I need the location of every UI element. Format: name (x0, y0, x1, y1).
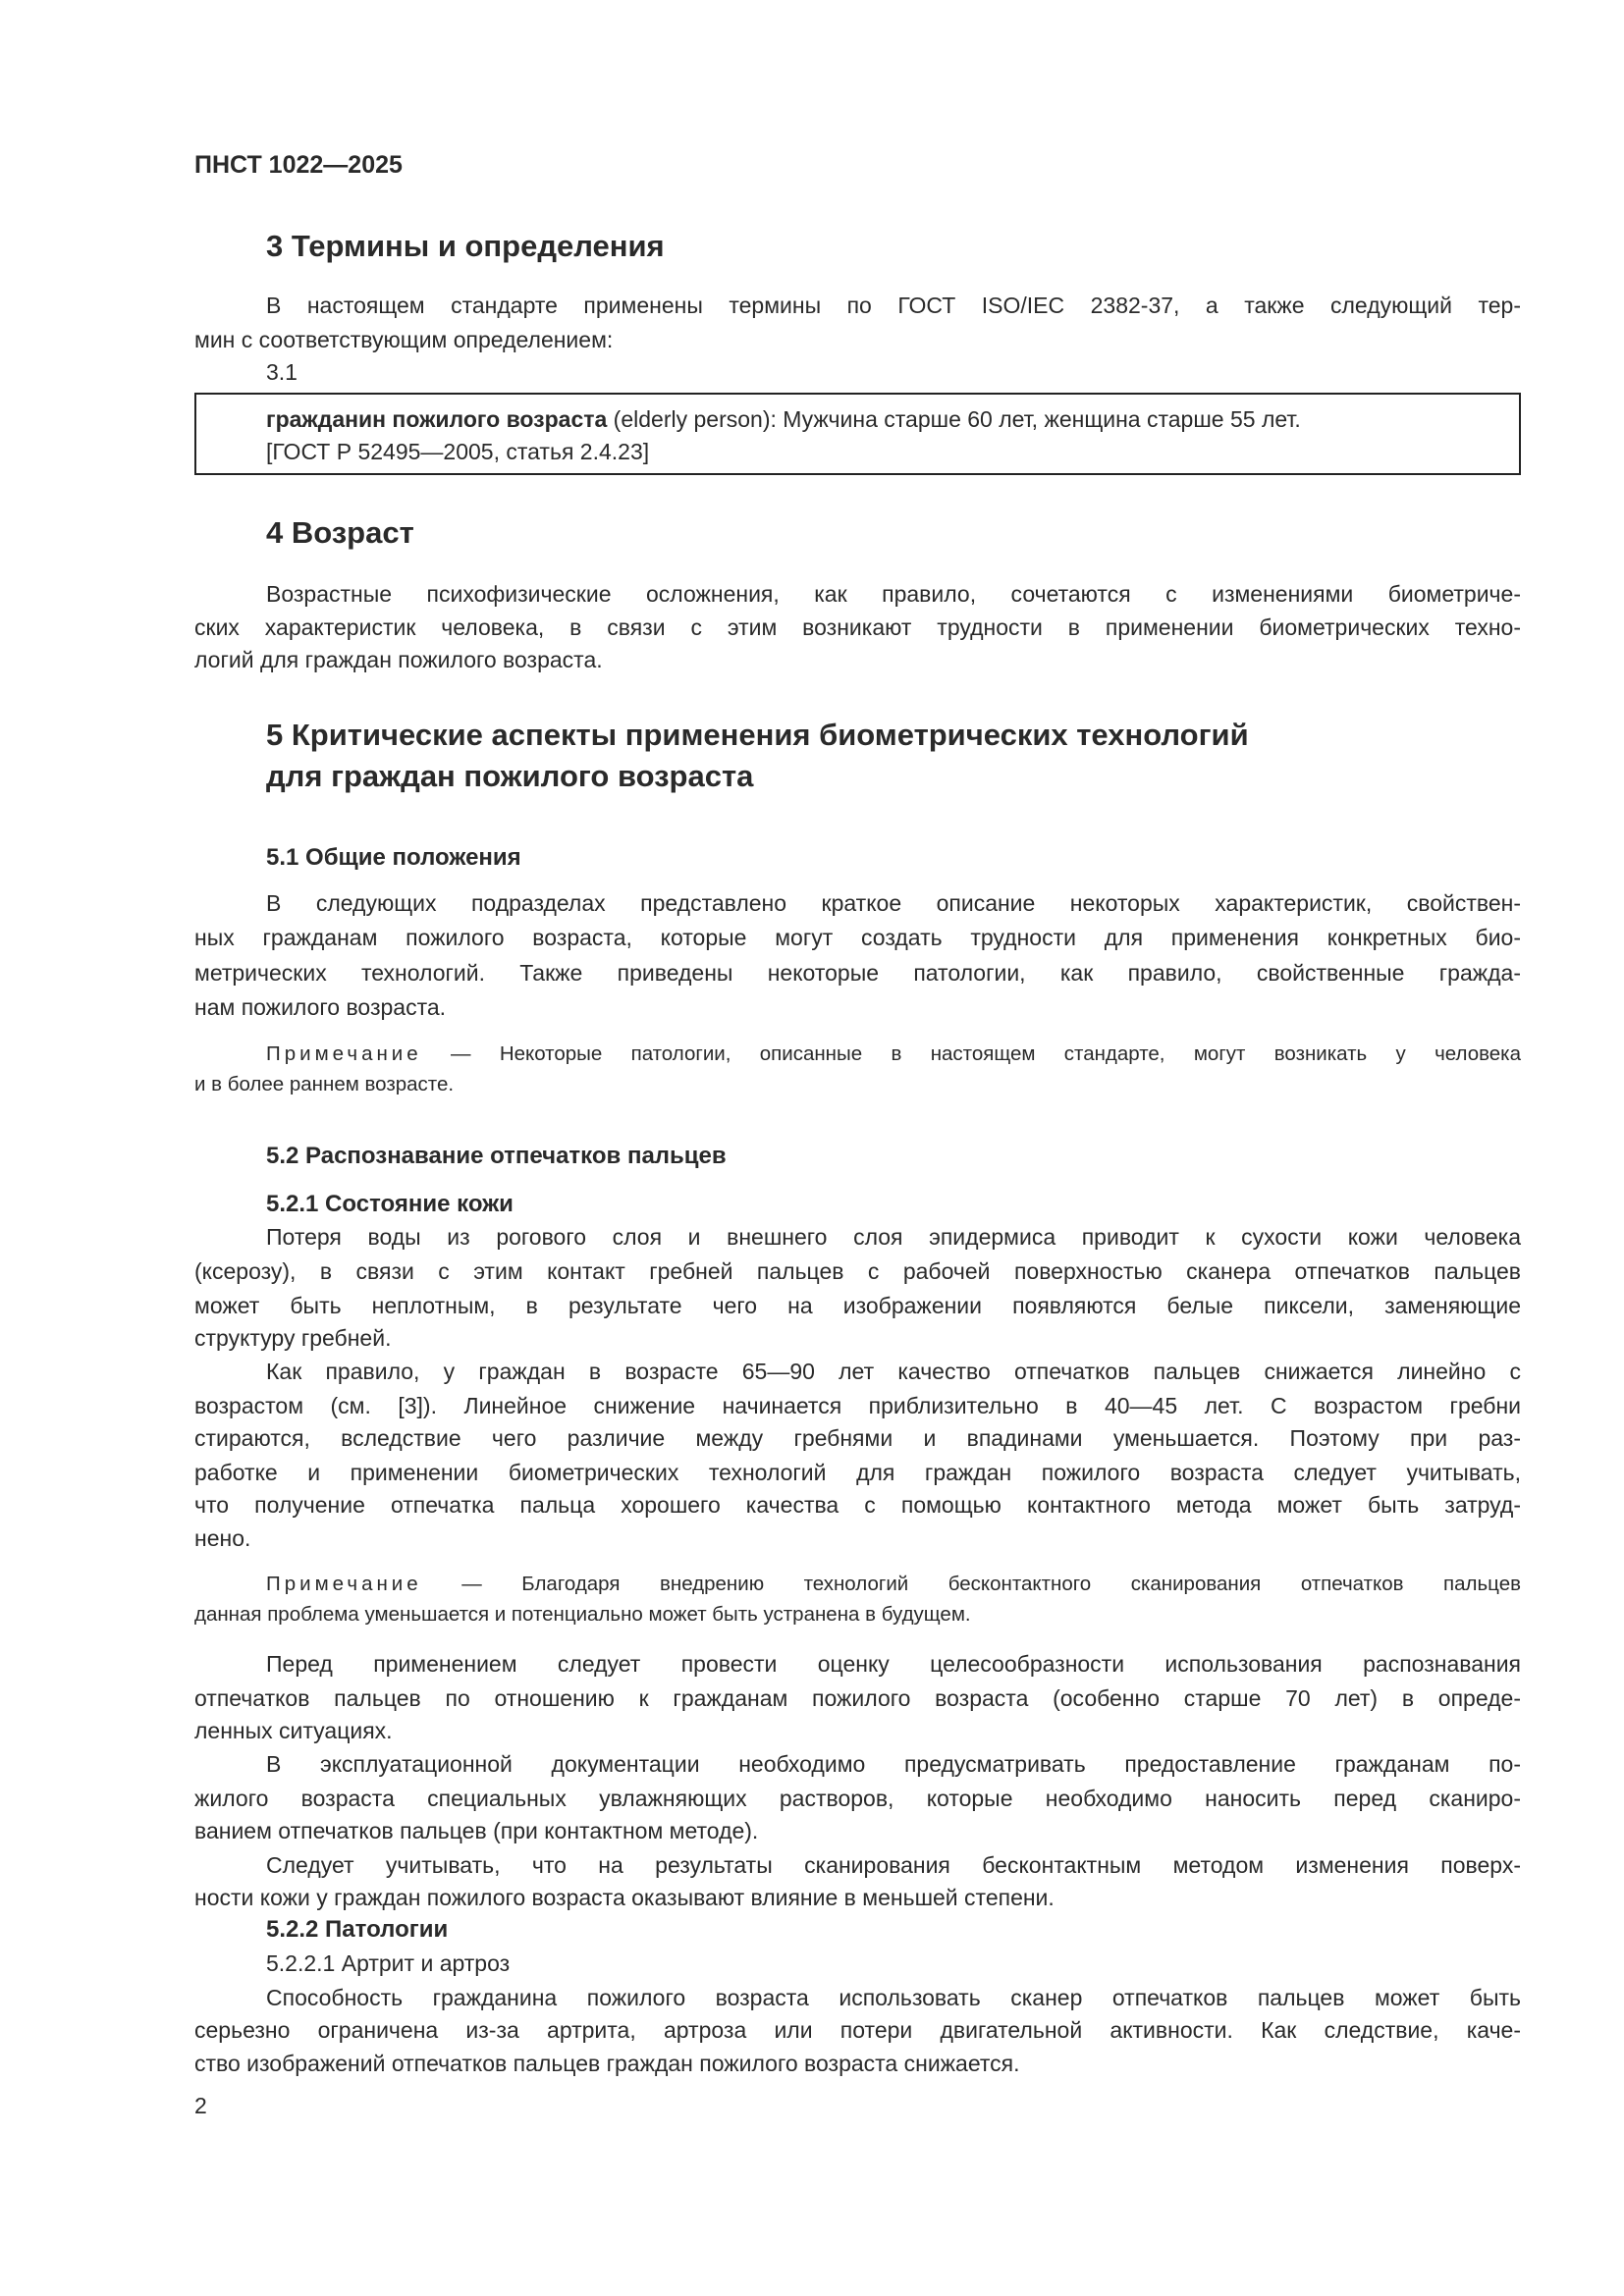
paragraph-line: что получение отпечатка пальца хорошего качества с помощью контактного метода может быть затруд- (194, 1492, 1521, 1518)
paragraph-line: В следующих подразделах представлено краткое описание некоторых характеристик, свойствен- (266, 890, 1521, 916)
paragraph-line: Потеря воды из рогового слоя и внешнего слоя эпидермиса приводит к сухости кожи человека (266, 1224, 1521, 1250)
note-text: — Некоторые патологии, описанные в настоящем стандарте, могут возникать у человека (421, 1042, 1521, 1065)
paragraph-line: нам пожилого возраста. (194, 994, 447, 1020)
paragraph-line: логий для граждан пожилого возраста. (194, 647, 603, 672)
paragraph-line: ности кожи у граждан пожилого возраста оказывают влияние в меньшей степени. (194, 1885, 1055, 1910)
section-4-title: 4 Возраст (266, 515, 414, 550)
paragraph-line: серьезно ограничена из-за артрита, артроза или потери двигательной активности. Как следствие, каче- (194, 2017, 1521, 2043)
paragraph-line: стираются, вследствие чего различие между гребнями и впадинами уменьшается. Поэтому при раз- (194, 1425, 1521, 1451)
term-text: (elderly person): Мужчина старше 60 лет, женщина старше 55 лет. (607, 406, 1301, 432)
term-definition (194, 404, 1521, 434)
subsection-5-2-2-1-title: 5.2.2.1 Артрит и артроз (266, 1950, 511, 1976)
paragraph-line: может быть неплотным, в результате чего на изображении появляются белые пиксели, заменяющие (194, 1293, 1521, 1318)
paragraph-line: жилого возраста специальных увлажняющих растворов, которые необходимо наносить перед сканиро- (194, 1786, 1521, 1811)
paragraph-line: Способность гражданина пожилого возраста использовать сканер отпечатков пальцев может быть (266, 1985, 1521, 2010)
paragraph-line: ских характеристик человека, в связи с этим возникают трудности в применении биометрических техно- (194, 614, 1521, 640)
section-3-title: 3 Термины и определения (266, 229, 665, 263)
paragraph-line: возрастом (см. [3]). Линейное снижение начинается приблизительно в 40—45 лет. С возрастом гребни (194, 1393, 1521, 1418)
subsection-5-2-1-title: 5.2.1 Состояние кожи (266, 1191, 514, 1217)
paragraph-line: В эксплуатационной документации необходимо предусматривать предоставление гражданам по- (266, 1751, 1521, 1777)
term-source: [ГОСТ Р 52495—2005, статья 2.4.23] (266, 439, 650, 464)
paragraph-line: Следует учитывать, что на результаты сканирования бесконтактным методом изменения поверх- (266, 1852, 1521, 1878)
page-number: 2 (194, 2093, 207, 2118)
paragraph-line: структуру гребней. (194, 1325, 392, 1351)
paragraph-line: ленных ситуациях. (194, 1718, 393, 1743)
paragraph-line: отпечатков пальцев по отношению к гражданам пожилого возраста (особенно старше 70 лет) в опреде- (194, 1685, 1521, 1711)
note-text: — Благодаря внедрению технологий бесконтактного сканирования отпечатков пальцев (421, 1573, 1521, 1595)
paragraph-line: Как правило, у граждан в возрасте 65—90 лет качество отпечатков пальцев снижается линейно с (266, 1359, 1521, 1384)
document-code-header: ПНСТ 1022—2025 (194, 151, 403, 179)
paragraph-line: В настоящем стандарте применены термины по ГОСТ ISO/IEC 2382-37, а также следующий тер- (266, 293, 1521, 318)
subsection-5-1-title: 5.1 Общие положения (266, 844, 521, 871)
term-number: 3.1 (266, 359, 298, 385)
note-label: Примечание (266, 1042, 422, 1065)
paragraph-line: ванием отпечатков пальцев (при контактном методе). (194, 1818, 759, 1843)
subsection-5-2-2-title: 5.2.2 Патологии (266, 1916, 449, 1943)
paragraph-line: нено. (194, 1525, 251, 1551)
section-5-title: 5 Критические аспекты применения биометрических технологий (266, 718, 1249, 752)
note-line: и в более раннем возрасте. (194, 1073, 455, 1095)
paragraph-line: ных гражданам пожилого возраста, которые могут создать трудности для применения конкретных био- (194, 925, 1521, 950)
paragraph-line: мин с соответствующим определением: (194, 327, 614, 352)
paragraph-line: (ксерозу), в связи с этим контакт гребней пальцев с рабочей поверхностью сканера отпечатков пальцев (194, 1258, 1521, 1284)
paragraph-line: Возрастные психофизические осложнения, как правило, сочетаются с изменениями биометриче- (266, 581, 1521, 607)
subsection-5-2-title: 5.2 Распознавание отпечатков пальцев (266, 1143, 727, 1169)
note-line (194, 1570, 1521, 1599)
term-name: гражданин пожилого возраста (266, 406, 608, 432)
section-5-title: для граждан пожилого возраста (266, 759, 754, 793)
note-line: данная проблема уменьшается и потенциально может быть устранена в будущем. (194, 1603, 971, 1626)
paragraph-line: ство изображений отпечатков пальцев граждан пожилого возраста снижается. (194, 2051, 1020, 2076)
note-label: Примечание (266, 1573, 422, 1595)
paragraph-line: Перед применением следует провести оценку целесообразности использования распознавания (266, 1651, 1521, 1677)
note-line (194, 1040, 1521, 1069)
paragraph-line: метрических технологий. Также приведены некоторые патологии, как правило, свойственные гражда- (194, 960, 1521, 986)
paragraph-line: работке и применении биометрических технологий для граждан пожилого возраста следует учитывать, (194, 1460, 1521, 1485)
